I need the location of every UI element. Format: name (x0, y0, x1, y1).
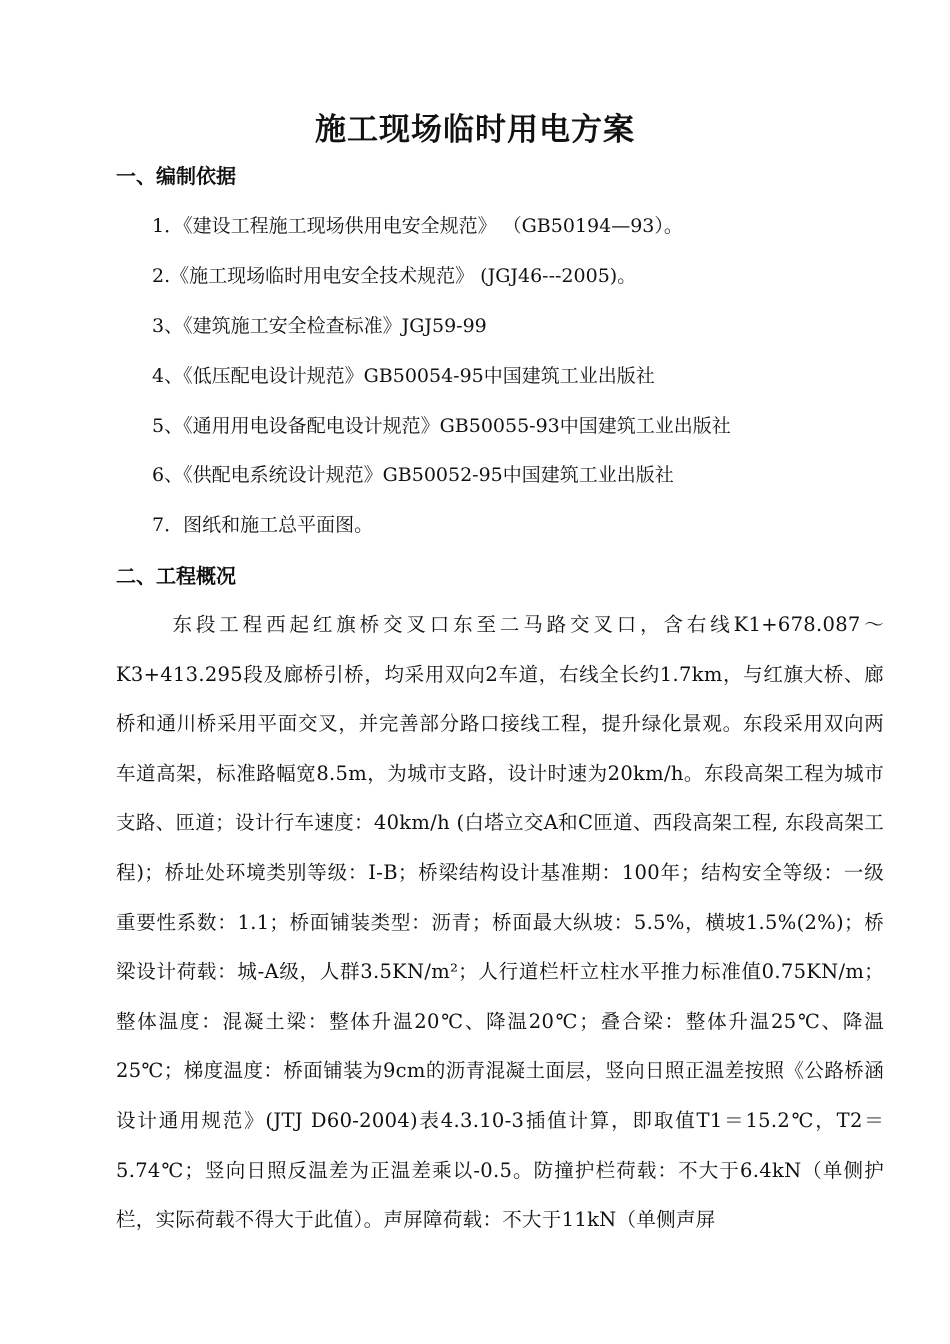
section-heading-basis: 一、编制依据 (116, 164, 236, 188)
reference-item: 7．图纸和施工总平面图。 (152, 514, 374, 536)
overview-paragraph: 东段工程西起红旗桥交叉口东至二马路交叉口，含右线K1+678.087～K3+413.295段及廊桥引桥，均采用双向2车道，右线全长约1.7km，与红旗大桥、廊桥和通川桥采用平面交叉，并完善部分路口接线工程，提升绿化景观。东段采用双向两车道高架，标准路幅宽8.5m，为城市支路，设计时速为20km/h。东段高架工程为城市支路、匝道；设计行车速度：40km/h (白塔立交A和C匝道、西段高架工程, 东段高架工程)；桥址处环境类别等级：I-B；桥梁结构设计基准期：100年；结构安全等级：一级重要性系数：1.1；桥面铺装类型：沥青；桥面最大纵坡：5.5%，横坡1.5%(2%)；桥梁设计荷载：城-A级，人群3.5KN/m²；人行道栏杆立柱水平推力标准值0.75KN/m；整体温度：混凝土梁：整体升温20℃、降温20℃；叠合梁：整体升温25℃、降温25℃；梯度温度：桥面铺装为9cm的沥青混凝土面层，竖向日照正温差按照《公路桥涵设计通用规范》(JTJ D60-2004)表4.3.10-3插值计算，即取值T1＝15.2℃，T2＝5.74℃；竖向日照反温差为正温差乘以-0.5。防撞护栏荷载：不大于6.4kN（单侧护栏，实际荷载不得大于此值）。声屏障荷载：不大于11kN（单侧声屏 (116, 613, 884, 1232)
reference-item: 4、《低压配电设计规范》GB50054-95中国建筑工业出版社 (152, 365, 655, 387)
reference-item: 2.《施工现场临时用电安全技术规范》 (JGJ46---2005)。 (152, 265, 637, 287)
reference-item: 3、《建筑施工安全检查标准》JGJ59-99 (152, 315, 487, 337)
reference-item: 6、《供配电系统设计规范》GB50052-95中国建筑工业出版社 (152, 464, 674, 486)
document-title: 施工现场临时用电方案 (315, 112, 635, 148)
reference-item: 1．《建设工程施工现场供用电安全规范》 （GB50194—93）。 (152, 215, 683, 237)
project-overview-text (116, 600, 884, 1245)
reference-item: 5、《通用用电设备配电设计规范》GB50055-93中国建筑工业出版社 (152, 415, 731, 437)
section-heading-overview: 二、工程概况 (116, 564, 236, 588)
